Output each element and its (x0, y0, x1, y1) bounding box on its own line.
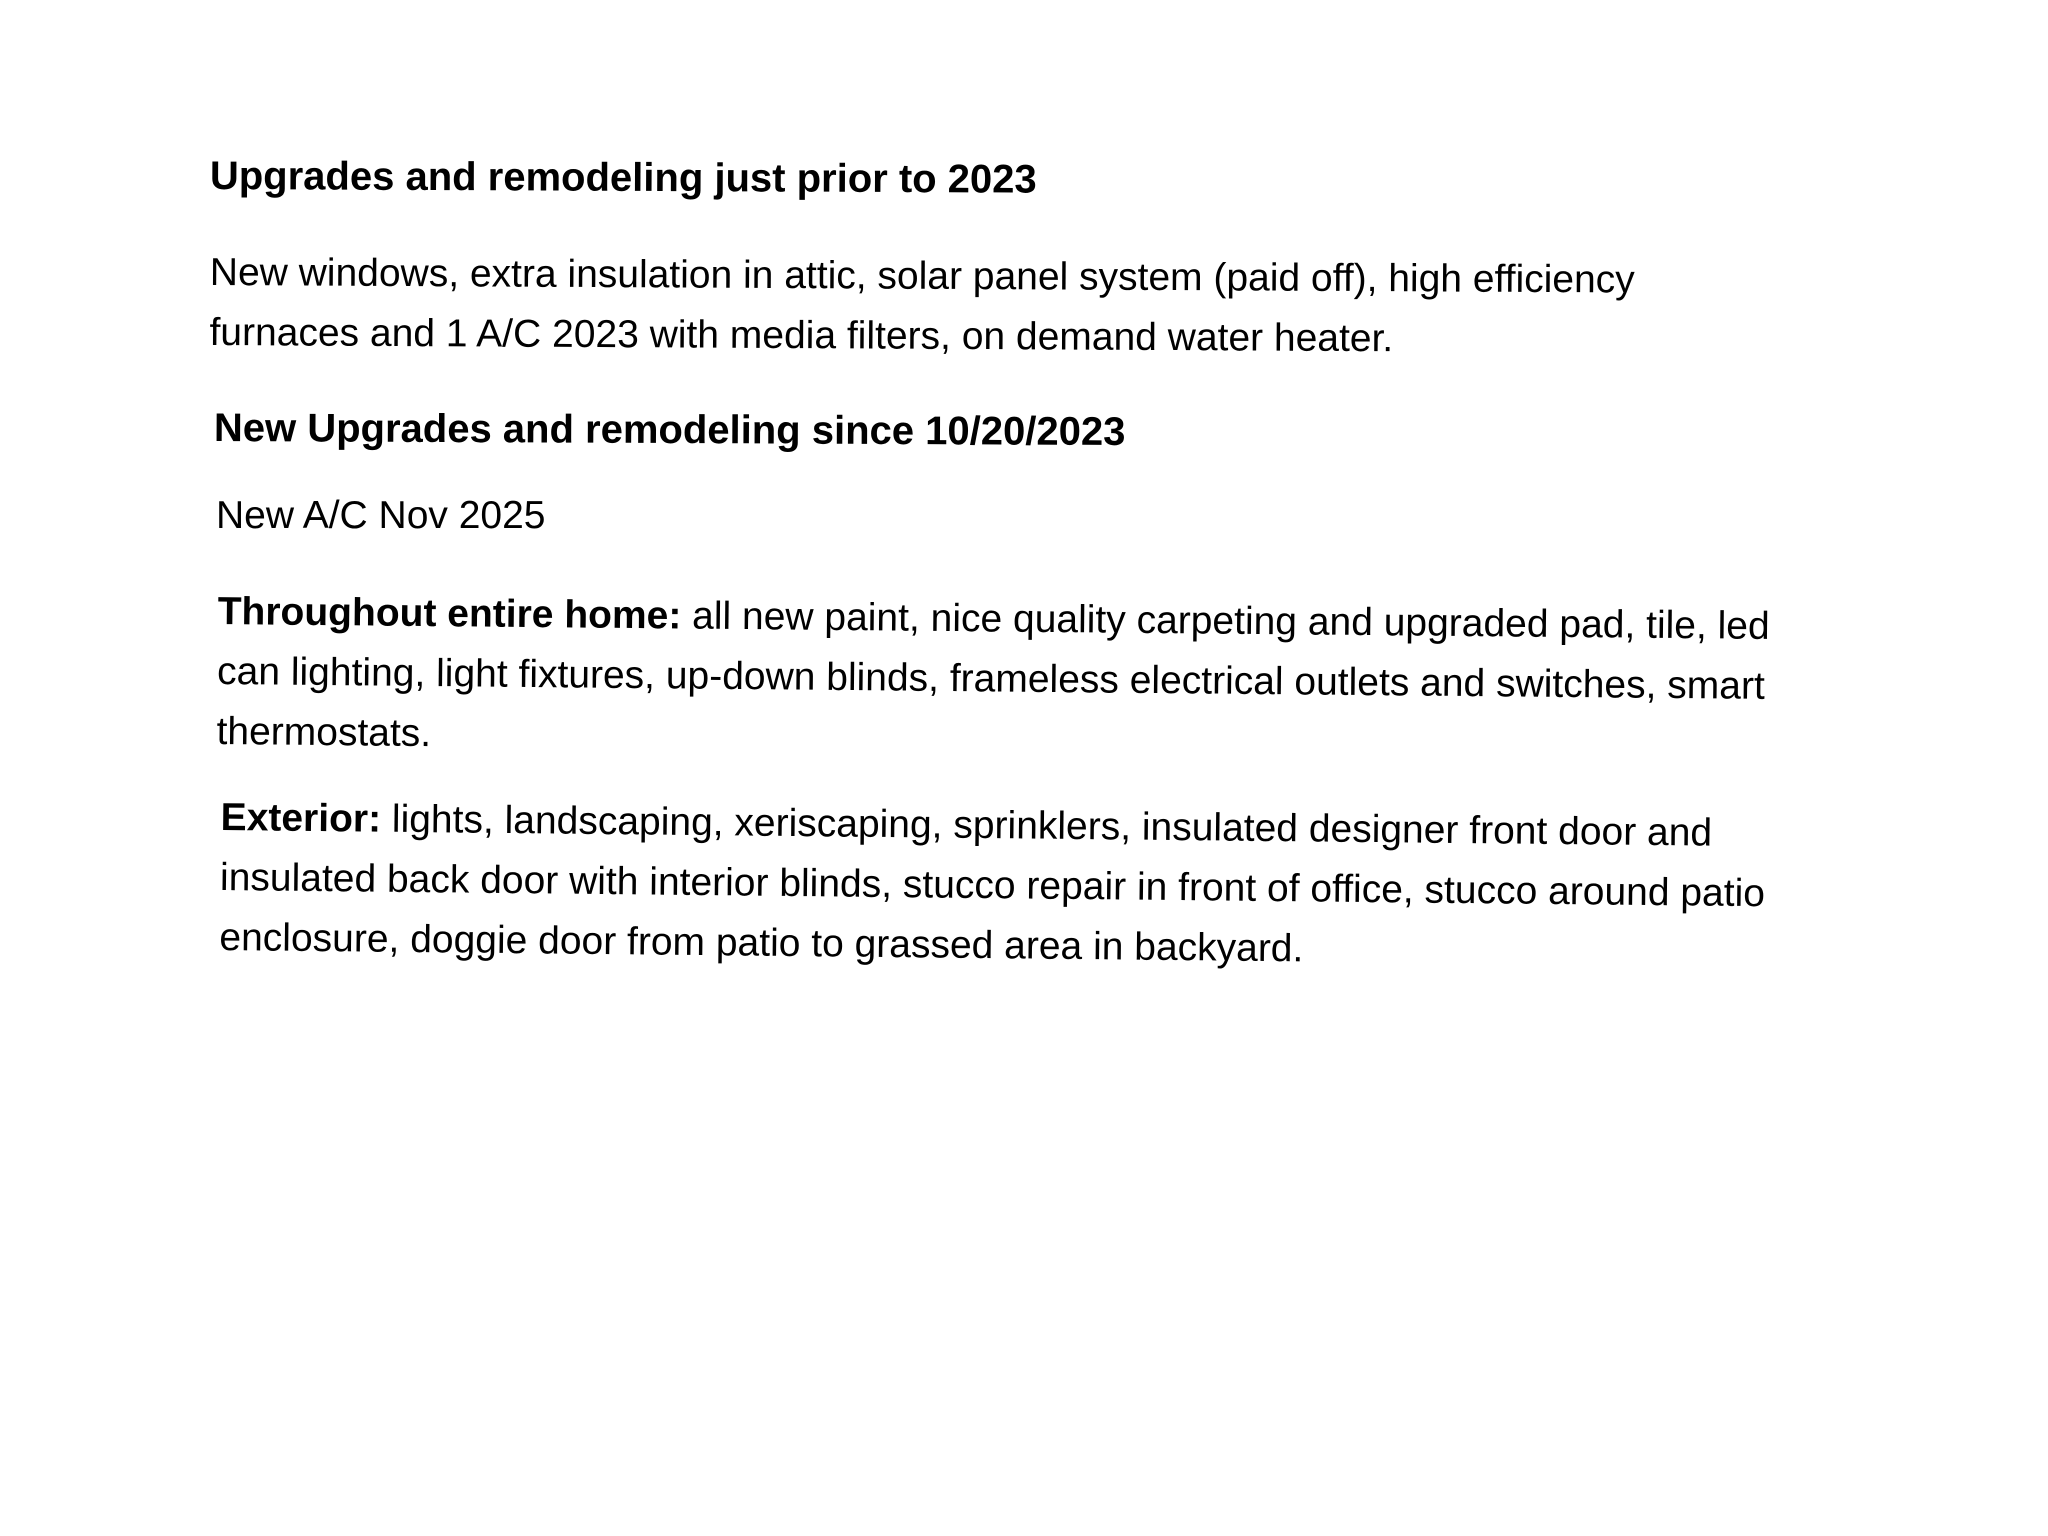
paragraph-new-ac: New A/C Nov 2025 (216, 494, 546, 537)
heading-upgrades-since-2023: New Upgrades and remodeling since 10/20/2023 (213, 405, 1126, 454)
paragraph-line: New windows, extra insulation in attic, solar panel system (paid off), high efficiency (209, 250, 1635, 302)
paragraph-line: furnaces and 1 A/C 2023 with media filters, on demand water heater. (209, 310, 1394, 361)
paragraph-line: lights, landscaping, xeriscaping, sprinklers, insulated designer front door and (380, 797, 1713, 855)
heading-upgrades-prior-2023: Upgrades and remodeling just prior to 2023 (209, 153, 1037, 202)
paragraph-line: can lighting, light fixtures, up-down blinds, frameless electrical outlets and switches, smart (216, 649, 1765, 708)
paragraph-interior-upgrades (216, 582, 1958, 779)
paragraph-line: insulated back door with interior blinds, stucco repair in front of office, stucco around patio (219, 855, 1766, 916)
exterior-lead-label: Exterior: (220, 795, 382, 841)
interior-lead-label: Throughout entire home: (217, 589, 682, 638)
paragraph-prior-upgrades (209, 243, 1950, 372)
paragraph-exterior-upgrades (219, 788, 1961, 986)
paragraph-line: thermostats. (216, 709, 432, 756)
paragraph-line: all new paint, nice quality carpeting and upgraded pad, tile, led (681, 594, 1770, 648)
paragraph-line: enclosure, doggie door from patio to grassed area in backyard. (219, 915, 1304, 971)
